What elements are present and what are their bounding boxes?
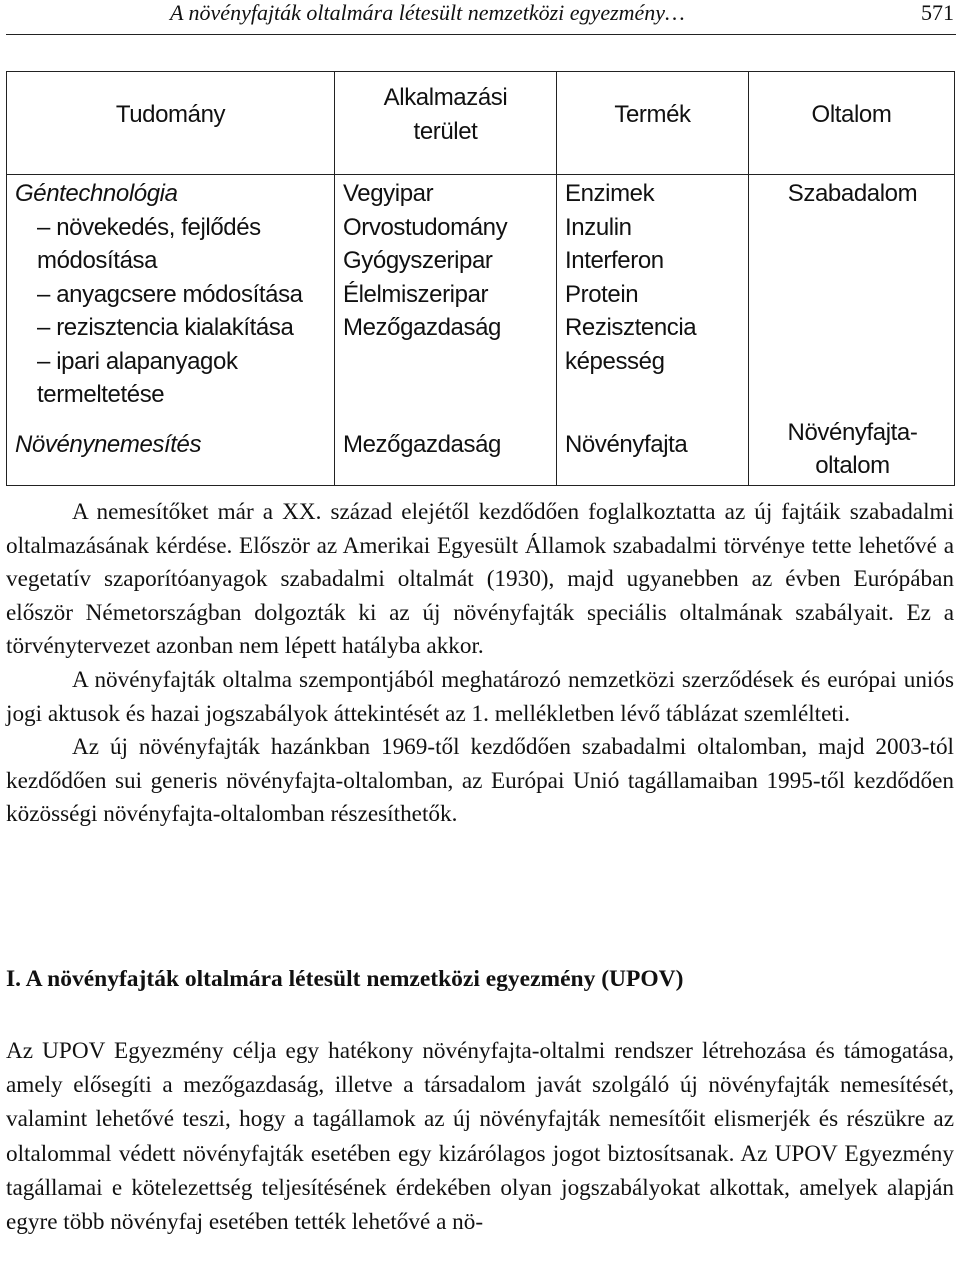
product-item: Interferon (565, 247, 664, 274)
paragraph-text: Először az Amerikai Egyesült Államok szabadalmi törvénye tette lehetővé a vegetatív szaporítóanyagok szabadalmi oltalmát (1930), majd ugyanebben az évben Európában először Németországban dolgozták ki az új növényfajták speciális oltalmának szabályait. Ez a törvénytervezet azonban nem lépett hatályba akkor. (6, 532, 954, 660)
protection-cell (749, 414, 955, 486)
science-item: – anyagcsere módosítása (37, 280, 303, 308)
area-item: Vegyipar (343, 180, 434, 207)
running-header (6, 0, 956, 35)
science-item: termeltetése (37, 381, 165, 408)
section-heading: I. A növényfajták oltalmára létesült nemzetközi egyezmény (UPOV) (6, 966, 684, 992)
science-item: – ipari alapanyagok (37, 347, 238, 375)
product-item: Rezisztencia (565, 314, 697, 341)
page-number: 571 (921, 0, 954, 25)
product-item: Protein (565, 280, 639, 308)
science-item: – rezisztencia kialakítása (37, 314, 294, 341)
paragraph-lead: A nemesítőket már a XX. század elejétől kezdődően foglalkoztatta az új fajtáik szabadalmi oltalmazásának kérdése. (6, 499, 954, 559)
header-science: Tudomány (7, 72, 335, 175)
area-item: Élelmiszeripar (343, 280, 489, 308)
paragraph: A növényfajták oltalma szempontjából meghatározó nemzetközi szerződések és európai uniós jogi aktusok és hazai jogszabályok áttekintését az 1. mellékletben lévő táblázat szemlélteti. (6, 666, 954, 727)
header-protection: Oltalom (749, 72, 955, 175)
science-title: Növénynemesítés (15, 430, 202, 458)
protection-cell (749, 175, 955, 414)
table-row (7, 175, 955, 414)
protection-value: Szabadalom (787, 180, 918, 207)
products-cell (557, 175, 749, 414)
protection-value: oltalom (815, 452, 890, 479)
science-cell (7, 175, 335, 414)
running-title: A növényfajták oltalmára létesült nemzetközi egyezmény… (170, 0, 685, 25)
area-item: Mezőgazdaság (343, 430, 501, 458)
product-cell (557, 414, 749, 486)
area-item: Orvostudomány (343, 213, 508, 241)
product-item: képesség (565, 347, 665, 375)
science-cell (7, 414, 335, 486)
areas-cell (335, 175, 557, 414)
science-item: módosítása (37, 247, 158, 274)
science-application-table (6, 71, 955, 486)
science-item: – növekedés, fejlődés (37, 213, 261, 241)
area-item: Mezőgazdaság (343, 314, 501, 341)
protection-value: Növényfajta- (787, 418, 918, 446)
header-product: Termék (557, 72, 749, 175)
table-row (7, 414, 955, 486)
area-item: Gyógyszeripar (343, 247, 493, 274)
product-item: Inzulin (565, 213, 632, 241)
section-body (6, 1034, 954, 1239)
product-item: Növényfajta (565, 430, 688, 458)
area-cell (335, 414, 557, 486)
product-item: Enzimek (565, 180, 655, 207)
paragraph: Az új növényfajták hazánkban 1969-től kezdődően szabadalmi oltalomban, majd 2003-tól kezdődően sui generis növényfajta-oltalomban, az Európai Unió tagállamaiban 1995-től kezdődően közösségi növényfajta-oltalomban részesíthetők. (6, 734, 954, 828)
body-text (6, 496, 954, 832)
paragraph (6, 496, 954, 664)
header-application-area: Alkalmazási terület (335, 72, 557, 175)
science-title: Géntechnológia (15, 180, 178, 207)
paragraph: Az UPOV Egyezmény célja egy hatékony növényfajta-oltalmi rendszer létrehozása és támogatása, amely elősegíti a mezőgazdaság, illetve a társadalom javát szolgáló új növényfajták nemesítését, valamint lehetővé teszi, hogy a tagállamok az új növényfajták nemesítőit elismerjék és részükre az oltalommal védett növényfajták esetében egy kizárólagos jogot biztosítsanak. Az UPOV Egyezmény tagállamai e kötelezettség teljesítésének érdekében olyan jogszabályokat alkottak, amelyek alapján egyre több növényfaj esetében tették lehetővé a nö- (6, 1038, 954, 1236)
